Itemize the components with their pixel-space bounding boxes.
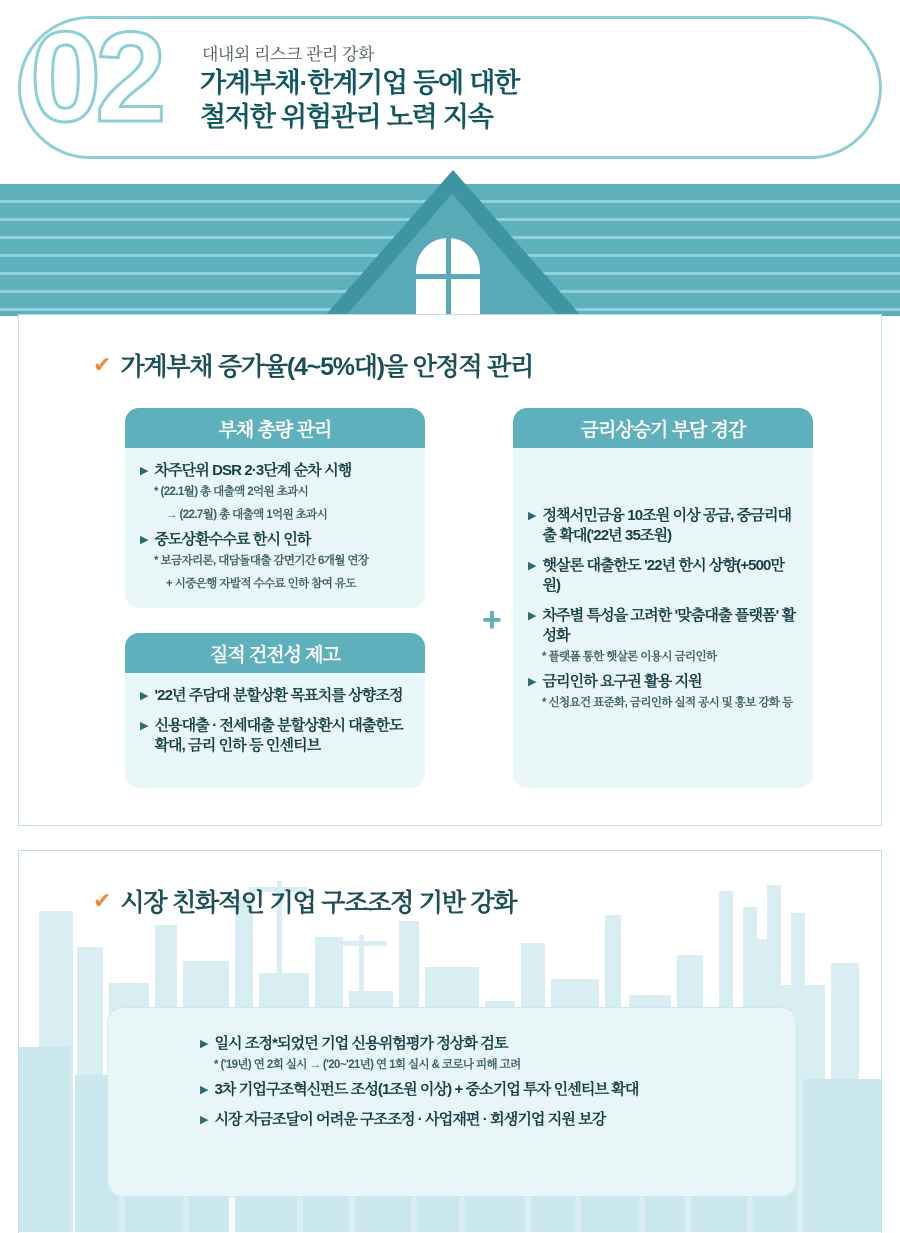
section1-heading xyxy=(93,347,533,383)
list-note: * ('19년) 연 2회 실시 → ('20~'21년) 연 1회 실시 & 코로나 피해 고려 xyxy=(214,1059,521,1071)
list-item-label: 햇살론 대출한도 '22년 한시 상향(+500만원) xyxy=(542,557,785,594)
attic-window-icon xyxy=(416,238,480,318)
card-body xyxy=(513,448,813,728)
list-item-label: 금리인하 요구권 활용 지원 xyxy=(542,673,702,690)
card-debt-total-management xyxy=(125,408,425,608)
triangle-icon: ▶ xyxy=(528,610,537,622)
list-item xyxy=(528,672,798,692)
list-item xyxy=(528,506,798,546)
card-body xyxy=(108,1008,796,1143)
list-item xyxy=(200,1110,760,1130)
card-body xyxy=(125,448,425,609)
list-item-label: 신용대출 · 전세대출 분할상환시 대출한도 확대, 금리 인하 등 인센티브 xyxy=(154,717,403,754)
section-corporate-restructuring xyxy=(18,850,882,1233)
list-item-label: 시장 자금조달이 어려운 구조조정 · 사업재편 · 회생기업 지원 보강 xyxy=(214,1111,606,1128)
triangle-icon: ▶ xyxy=(528,676,537,688)
triangle-icon: ▶ xyxy=(528,510,537,522)
house-roof-illustration xyxy=(0,170,900,318)
triangle-icon: ▶ xyxy=(140,720,149,732)
list-item-label: 차주별 특성을 고려한 '맞춤대출 플랫폼' 활성화 xyxy=(542,607,796,644)
card-body xyxy=(125,673,425,769)
list-note: * 플랫폼 통한 햇살론 이용시 금리인하 xyxy=(542,651,717,663)
page-title-line2: 철저한 위험관리 노력 지속 xyxy=(200,102,493,132)
list-note: * (22.1월) 총 대출액 2억원 초과시 xyxy=(154,486,309,498)
card-corporate-restructuring xyxy=(107,1007,797,1197)
card-qualitative-soundness xyxy=(125,633,425,788)
triangle-icon: ▶ xyxy=(140,690,149,702)
list-item xyxy=(528,556,798,596)
list-item-label: '22년 주담대 분할상환 목표치를 상향조정 xyxy=(154,687,403,704)
list-item xyxy=(140,716,410,756)
triangle-icon: ▶ xyxy=(200,1114,209,1126)
list-item xyxy=(200,1034,760,1054)
header xyxy=(0,0,900,175)
list-item xyxy=(140,530,410,550)
triangle-icon: ▶ xyxy=(140,465,149,477)
header-eyebrow: 대내외 리스크 관리 강화 xyxy=(202,45,374,64)
plus-connector-icon: + xyxy=(482,601,502,639)
triangle-icon: ▶ xyxy=(140,534,149,546)
list-item xyxy=(528,606,798,646)
list-item xyxy=(200,1080,760,1100)
list-note: * 보금자리론, 대담돌대출 감면기간 6개월 연장 xyxy=(154,555,369,567)
list-note: * 신청요건 표준화, 금리인하 실적 공시 및 홍보 강화 등 xyxy=(542,697,793,709)
list-item-label: 일시 조정*되었던 기업 신용위험평가 정상화 검토 xyxy=(214,1035,508,1052)
list-note: → (22.7월) 총 대출액 1억원 초과시 xyxy=(166,509,328,521)
card-title: 질적 건전성 제고 xyxy=(125,633,425,673)
list-item-label: 3차 기업구조혁신펀드 조성(1조원 이상) + 중소기업 투자 인센티브 확대 xyxy=(214,1081,639,1098)
check-icon: ✔ xyxy=(93,352,112,377)
page-title xyxy=(200,66,519,134)
check-icon: ✔ xyxy=(93,888,112,913)
section-number: 02 xyxy=(30,6,161,149)
triangle-icon: ▶ xyxy=(200,1084,209,1096)
page-title-line1: 가계부채·한계기업 등에 대한 xyxy=(200,68,519,98)
card-interest-rate-relief xyxy=(513,408,813,788)
triangle-icon: ▶ xyxy=(200,1038,209,1050)
list-item-label: 정책서민금융 10조원 이상 공급, 중금리대출 확대('22년 35조원) xyxy=(542,507,792,544)
card-title: 부채 총량 관리 xyxy=(125,408,425,448)
list-item xyxy=(140,461,410,481)
list-note: + 시중은행 자발적 수수료 인하 참여 유도 xyxy=(166,578,356,590)
list-item-label: 중도상환수수료 한시 인하 xyxy=(154,531,311,548)
section1-heading-label: 가계부채 증가율(4~5%대)을 안정적 관리 xyxy=(120,353,534,381)
section2-heading xyxy=(93,883,516,919)
section2-heading-label: 시장 친화적인 기업 구조조정 기반 강화 xyxy=(120,889,517,917)
list-item xyxy=(140,686,410,706)
triangle-icon: ▶ xyxy=(528,560,537,572)
list-item-label: 차주단위 DSR 2·3단계 순차 시행 xyxy=(154,462,352,479)
card-title: 금리상승기 부담 경감 xyxy=(513,408,813,448)
section-household-debt xyxy=(18,314,882,826)
